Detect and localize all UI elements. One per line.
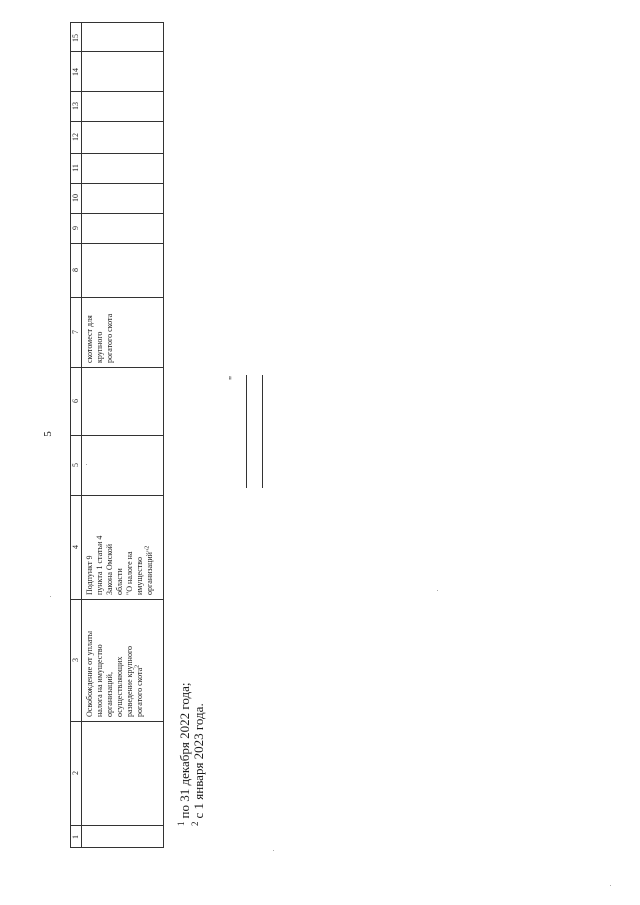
column-border xyxy=(71,213,163,214)
page-number: 5 xyxy=(42,431,54,437)
scan-speck xyxy=(86,464,87,465)
column-border xyxy=(71,367,163,368)
column-number-3: 3 xyxy=(71,658,80,662)
column-number-8: 8 xyxy=(71,268,80,272)
benefits-table xyxy=(70,22,164,848)
column-number-6: 6 xyxy=(71,399,80,403)
column-border xyxy=(71,721,163,722)
cell-col3: Освобождение от уплаты налога на имущество организаций, осуществляющих разведение крупного рогатого скота$^2$ xyxy=(85,630,144,717)
footnotes xyxy=(175,682,206,826)
cell-col7: скотомест для крупного рогатого скота xyxy=(85,313,114,363)
column-border xyxy=(71,183,163,184)
column-number-14: 14 xyxy=(71,68,80,76)
column-number-12: 12 xyxy=(71,133,80,141)
footnote-1: $^1$по 31 декабря 2022 года; xyxy=(175,682,192,826)
column-number-13: 13 xyxy=(71,102,80,110)
column-number-10: 10 xyxy=(71,194,80,202)
column-border xyxy=(71,153,163,154)
rule-line xyxy=(262,375,263,488)
column-number-2: 2 xyxy=(71,771,80,775)
column-border xyxy=(71,121,163,122)
scan-speck xyxy=(273,850,274,851)
footnote-ref: 2 xyxy=(144,545,151,549)
column-border xyxy=(71,243,163,244)
scan-speck xyxy=(437,590,438,591)
scan-speck xyxy=(50,596,51,597)
column-number-11: 11 xyxy=(71,164,80,172)
footnote-ref: 2 xyxy=(134,664,141,668)
column-border xyxy=(71,495,163,496)
column-number-4: 4 xyxy=(71,545,80,549)
footnote-2: $^2$с 1 января 2023 года. xyxy=(189,703,206,826)
column-border xyxy=(71,599,163,600)
cell-col4: Подпункт 9 пункта 1 статьи 4 Закона Омской области "О налоге на имущество организаций"$^2$ xyxy=(85,535,154,595)
closing-quote: " xyxy=(228,375,239,380)
column-number-9: 9 xyxy=(71,226,80,230)
column-number-1: 1 xyxy=(71,835,80,839)
rule-line xyxy=(246,375,247,488)
column-number-7: 7 xyxy=(71,330,80,334)
column-number-5: 5 xyxy=(71,463,80,467)
column-number-15: 15 xyxy=(71,34,80,42)
column-border xyxy=(71,91,163,92)
column-border xyxy=(71,297,163,298)
scan-speck xyxy=(610,885,611,886)
column-border xyxy=(71,435,163,436)
column-border xyxy=(71,825,163,826)
column-border xyxy=(71,51,163,52)
